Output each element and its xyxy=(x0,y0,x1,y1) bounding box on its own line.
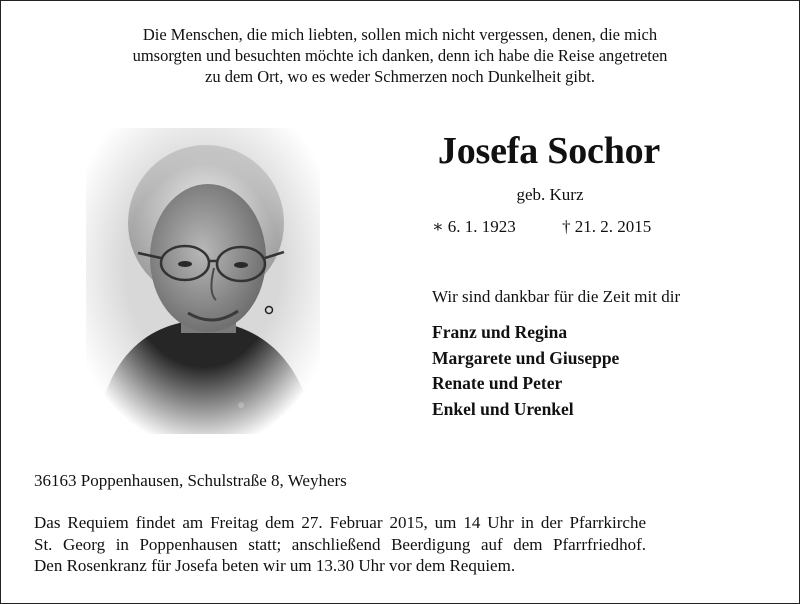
family-address: 36163 Poppenhausen, Schulstraße 8, Weyhers xyxy=(34,471,347,490)
poem-line: zu dem Ort, wo es weder Schmerzen noch Dunkelheit gibt. xyxy=(205,67,595,86)
mourner-entry: Franz und Regina xyxy=(432,322,568,342)
poem-line: umsorgten und besuchten möchte ich danken, denn ich habe die Reise angetreten xyxy=(132,46,668,65)
mourners-list xyxy=(432,320,619,422)
portrait-photo xyxy=(86,128,320,434)
requiem-line: St. Georg in Poppenhausen statt; anschließend Beerdigung auf dem Pfarrfriedhof. xyxy=(34,534,646,554)
maiden-name: geb. Kurz xyxy=(516,185,584,204)
requiem-announcement xyxy=(34,512,646,577)
mourner-entry: Margarete und Giuseppe xyxy=(432,347,620,368)
death-date: † 21. 2. 2015 xyxy=(562,217,652,236)
birth-date: ∗ 6. 1. 1923 xyxy=(432,217,516,236)
thanks-line: Wir sind dankbar für die Zeit mit dir xyxy=(432,287,681,306)
memorial-poem xyxy=(40,24,760,87)
mourner-entry: Renate und Peter xyxy=(432,373,563,393)
poem-line: Die Menschen, die mich liebten, sollen mich nicht vergessen, denen, die mich xyxy=(142,25,658,44)
requiem-line: Das Requiem findet am Freitag dem 27. Februar 2015, um 14 Uhr in der Pfarrkirche xyxy=(34,513,646,532)
deceased-name: Josefa Sochor xyxy=(437,130,661,172)
mourner-entry: Enkel und Urenkel xyxy=(432,398,574,419)
requiem-line: Den Rosenkranz für Josefa beten wir um 13.30 Uhr vor dem Requiem. xyxy=(34,556,516,575)
